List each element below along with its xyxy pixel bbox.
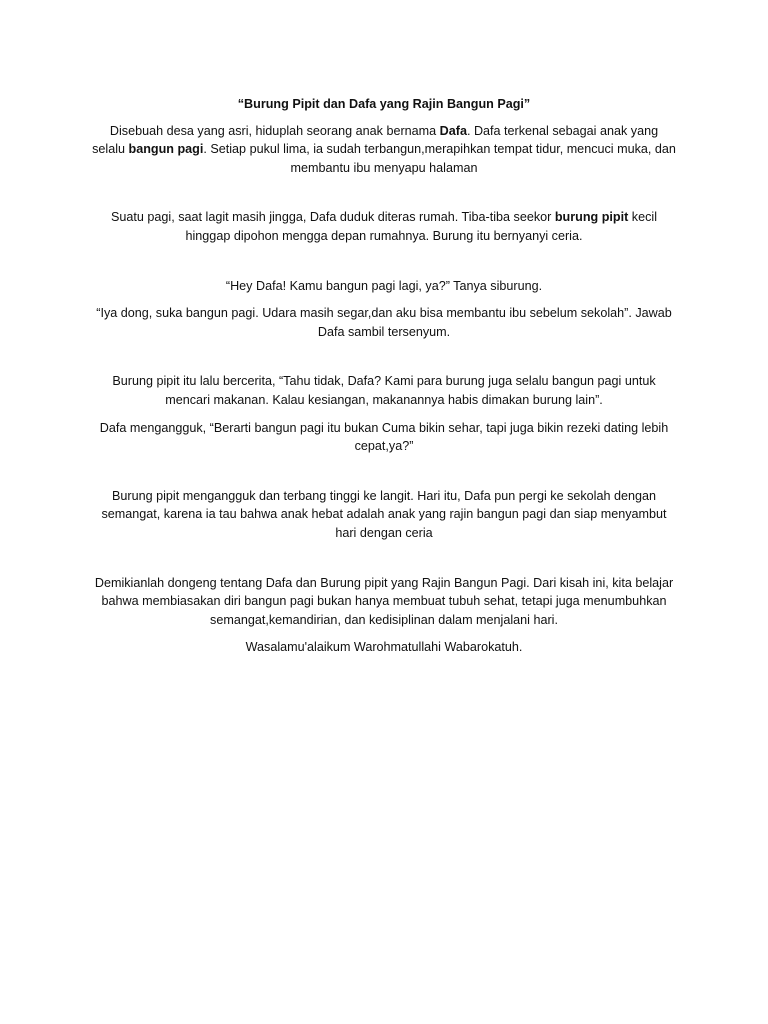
paragraph-closing: Wasalamu'alaikum Warohmatullahi Wabarokatuh. [245, 640, 523, 655]
document-body [92, 95, 676, 666]
paragraph-morning-text-c: kecil hinggap dipohon mengga depan rumahnya. Burung itu bernyanyi ceria. [185, 210, 657, 243]
paragraph-intro-text-c: . Dafa terkenal sebagai anak yang selalu [92, 123, 659, 157]
paragraph-bird-greeting: “Hey Dafa! Kamu bangun pagi lagi, ya?” Tanya siburung. [225, 278, 543, 293]
bold-burung-pipit: burung pipit [554, 210, 629, 225]
paragraph-intro-text-d: . Setiap pukul lima, ia sudah terbangun,merapihkan tempat tidur, mencuci muka, dan membantu ibu menyapu halaman [203, 142, 676, 175]
paragraph-intro [92, 122, 676, 178]
paragraph-dafa-nod: Dafa mengangguk, “Berarti bangun pagi itu bukan Cuma bikin sehar, tapi juga bikin rezeki dating lebih cepat,ya?” [99, 420, 669, 454]
paragraph-intro-text-a: Disebuah desa yang asri, hiduplah seorang anak bernama [109, 123, 440, 138]
paragraph-moral: Demikianlah dongeng tentang Dafa dan Burung pipit yang Rajin Bangun Pagi. Dari kisah ini, kita belajar bahwa membiasakan diri bangun pagi bukan hanya membuat tubuh sehat, tetapi juga menumbuhkan semangat,kemandirian, dan kedisiplinan dalam menjalani hari. [94, 575, 674, 627]
paragraph-morning-text-a: Suatu pagi, saat lagit masih jingga, Dafa duduk diteras rumah. Tiba-tiba seekor [111, 210, 555, 225]
paragraph-morning [92, 208, 676, 245]
bold-name-dafa: Dafa [439, 123, 467, 138]
paragraph-bird-flies: Burung pipit mengangguk dan terbang tinggi ke langit. Hari itu, Dafa pun pergi ke sekolah dengan semangat, karena ia tau bahwa anak hebat adalah anak yang rajin bangun pagi dan siap menyambut hari dengan ceria [101, 488, 667, 540]
story-title: “Burung Pipit dan Dafa yang Rajin Bangun Pagi” [237, 97, 531, 111]
paragraph-dafa-reply: “Iya dong, suka bangun pagi. Udara masih segar,dan aku bisa membantu ibu sebelum sekolah”. Jawab Dafa sambil tersenyum. [96, 306, 672, 339]
bold-bangun-pagi: bangun pagi [128, 142, 204, 157]
paragraph-bird-story: Burung pipit itu lalu bercerita, “Tahu tidak, Dafa? Kami para burung juga selalu bangun pagi untuk mencari makanan. Kalau kesiangan, makanannya habis dimakan burung lain”. [112, 374, 656, 407]
